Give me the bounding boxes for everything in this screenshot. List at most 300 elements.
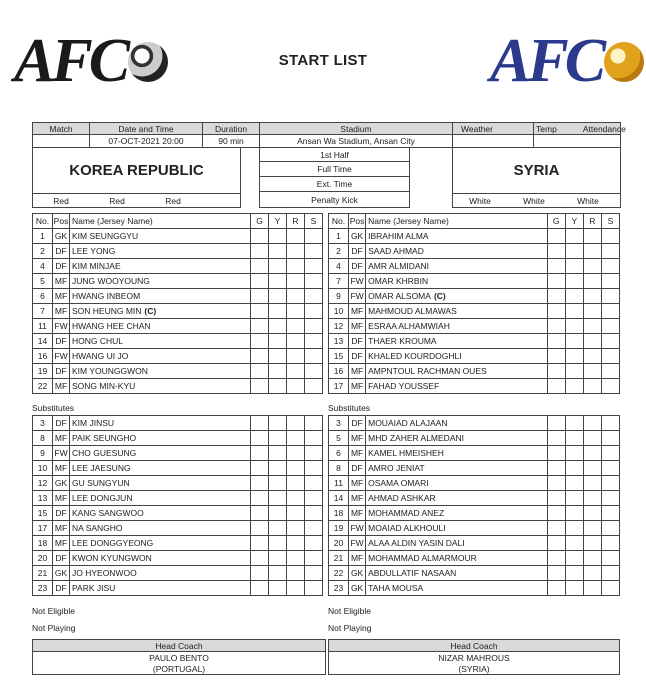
player-row (329, 446, 620, 461)
home-coach-country: (PORTUGAL) (33, 663, 326, 675)
player-position: DF (349, 461, 366, 476)
goals-cell (251, 416, 269, 431)
sub-cell (601, 431, 619, 446)
player-row (329, 229, 620, 244)
player-position: MF (53, 274, 70, 289)
away-color-1: White (469, 195, 491, 206)
player-row (33, 446, 323, 461)
sub-cell (305, 244, 323, 259)
player-name-cell (366, 289, 548, 304)
player-row (33, 379, 323, 394)
red-cell (287, 536, 305, 551)
away-not-eligible-label: Not Eligible (328, 606, 371, 616)
yellow-cell (565, 319, 583, 334)
player-row (329, 431, 620, 446)
player-row (33, 566, 323, 581)
player-row (329, 379, 620, 394)
goals-cell (251, 289, 269, 304)
red-cell (583, 581, 601, 596)
player-number: 1 (33, 229, 53, 244)
player-number: 5 (33, 274, 53, 289)
player-name: KIM MINJAE (72, 261, 121, 271)
sub-cell (305, 259, 323, 274)
player-row (33, 506, 323, 521)
yellow-cell (565, 244, 583, 259)
player-number: 3 (33, 416, 53, 431)
list-header-pos: Pos (53, 214, 70, 229)
away-team-name: SYRIA (453, 148, 621, 194)
player-number: 16 (33, 349, 53, 364)
player-number: 23 (329, 581, 349, 596)
match-stadium: Ansan Wa Stadium, Ansan City (260, 135, 453, 148)
red-cell (583, 229, 601, 244)
goals-cell (547, 244, 565, 259)
home-team-colors (33, 194, 241, 208)
player-row (329, 364, 620, 379)
player-name: LEE YONG (72, 246, 116, 256)
red-cell (287, 461, 305, 476)
home-color-3: Red (165, 195, 181, 206)
player-name-cell (366, 431, 548, 446)
sub-cell (601, 259, 619, 274)
red-cell (287, 364, 305, 379)
red-cell (287, 349, 305, 364)
list-header-no: No. (329, 214, 349, 229)
player-number: 19 (33, 364, 53, 379)
red-cell (287, 334, 305, 349)
yellow-cell (269, 506, 287, 521)
player-position: MF (53, 491, 70, 506)
home-substitutes-list (32, 415, 323, 596)
goals-cell (547, 289, 565, 304)
header-date-time: Date and Time (90, 123, 203, 135)
yellow-cell (565, 334, 583, 349)
goals-cell (251, 364, 269, 379)
red-cell (583, 446, 601, 461)
away-team-colors (453, 194, 621, 208)
goals-cell (251, 521, 269, 536)
goals-cell (251, 581, 269, 596)
player-name: MOUAIAD ALAJAAN (368, 418, 448, 428)
player-position: MF (53, 536, 70, 551)
player-name-cell (70, 476, 251, 491)
player-position: DF (53, 259, 70, 274)
player-name: AMPNTOUL RACHMAN OUES (368, 366, 487, 376)
player-position: FW (53, 319, 70, 334)
player-position: MF (349, 491, 366, 506)
player-number: 14 (329, 491, 349, 506)
header-stadium: Stadium (260, 123, 453, 135)
player-name-cell (70, 349, 251, 364)
sub-cell (305, 581, 323, 596)
player-name-cell (70, 319, 251, 334)
player-name: LEE DONGGYEONG (72, 538, 154, 548)
player-position: DF (349, 349, 366, 364)
list-header-row (329, 214, 620, 229)
home-team-name: KOREA REPUBLIC (33, 148, 241, 194)
yellow-cell (565, 379, 583, 394)
sub-cell (601, 491, 619, 506)
goals-cell (547, 521, 565, 536)
player-number: 15 (33, 506, 53, 521)
red-cell (583, 304, 601, 319)
goals-cell (251, 229, 269, 244)
sub-cell (305, 476, 323, 491)
player-name-cell (70, 521, 251, 536)
player-row (33, 521, 323, 536)
yellow-cell (565, 521, 583, 536)
goals-cell (547, 581, 565, 596)
sub-cell (305, 506, 323, 521)
yellow-cell (269, 319, 287, 334)
yellow-cell (269, 334, 287, 349)
player-name: KIM SEUNGGYU (72, 231, 139, 241)
red-cell (287, 446, 305, 461)
list-header-y: Y (565, 214, 583, 229)
player-number: 23 (33, 581, 53, 596)
home-not-playing-label: Not Playing (32, 623, 76, 633)
list-header-r: R (287, 214, 305, 229)
player-position: MF (349, 319, 366, 334)
red-cell (583, 551, 601, 566)
player-name-cell (366, 551, 548, 566)
player-name-cell (366, 581, 548, 596)
period-1st-half: 1st Half (260, 148, 410, 162)
player-name-cell (70, 536, 251, 551)
goals-cell (547, 416, 565, 431)
goals-cell (547, 364, 565, 379)
red-cell (287, 476, 305, 491)
player-name: NA SANGHO (72, 523, 123, 533)
player-position: GK (349, 566, 366, 581)
player-name: PARK JISU (72, 583, 116, 593)
player-row (329, 551, 620, 566)
player-number: 13 (329, 334, 349, 349)
player-name-cell (70, 259, 251, 274)
header-duration: Duration (203, 123, 260, 135)
player-name: OMAR KHRBIN (368, 276, 429, 286)
yellow-cell (565, 476, 583, 491)
home-not-eligible-label: Not Eligible (32, 606, 75, 616)
sub-cell (601, 319, 619, 334)
away-coach-table (328, 639, 620, 675)
player-name-cell (70, 506, 251, 521)
away-not-playing-label: Not Playing (328, 623, 372, 633)
player-name-cell (366, 566, 548, 581)
player-name-cell (70, 566, 251, 581)
player-position: MF (53, 521, 70, 536)
player-name: MOHAMMAD ALMARMOUR (368, 553, 477, 563)
player-number: 11 (33, 319, 53, 334)
player-name: JO HYEONWOO (72, 568, 137, 578)
goals-cell (547, 566, 565, 581)
afc-logo-right-text: AFC (490, 27, 603, 95)
player-row (33, 491, 323, 506)
away-color-2: White (523, 195, 545, 206)
red-cell (583, 334, 601, 349)
player-name: HWANG HEE CHAN (72, 321, 151, 331)
list-header-g: G (251, 214, 269, 229)
player-name-cell (70, 274, 251, 289)
player-row (329, 566, 620, 581)
player-name-cell (70, 446, 251, 461)
afc-logo-left-text: AFC (14, 27, 127, 95)
yellow-cell (565, 364, 583, 379)
player-row (33, 259, 323, 274)
yellow-cell (269, 304, 287, 319)
red-cell (583, 289, 601, 304)
header-weather: Weather (453, 123, 534, 135)
away-coach-name: NIZAR MAHROUS (329, 652, 620, 664)
goals-cell (251, 446, 269, 461)
player-name-cell (70, 581, 251, 596)
player-name: KHALED KOURDOGHLI (368, 351, 462, 361)
home-color-1: Red (53, 195, 69, 206)
yellow-cell (269, 536, 287, 551)
sub-cell (601, 334, 619, 349)
player-number: 17 (329, 379, 349, 394)
yellow-cell (269, 431, 287, 446)
period-penalty-kick: Penalty Kick (260, 192, 410, 208)
header-attendance: Attendance (582, 123, 626, 134)
player-number: 5 (329, 431, 349, 446)
player-position: MF (349, 364, 366, 379)
player-name-cell (366, 349, 548, 364)
player-row (33, 334, 323, 349)
player-position: MF (53, 379, 70, 394)
goals-cell (251, 244, 269, 259)
sub-cell (305, 229, 323, 244)
player-name-cell (70, 364, 251, 379)
red-cell (287, 319, 305, 334)
player-row (329, 521, 620, 536)
player-name: ALAA ALDIN YASIN DALI (368, 538, 465, 548)
player-position: DF (53, 364, 70, 379)
goals-cell (547, 536, 565, 551)
yellow-cell (269, 229, 287, 244)
yellow-cell (565, 289, 583, 304)
player-number: 4 (33, 259, 53, 274)
period-ext-time: Ext. Time (260, 177, 410, 192)
red-cell (583, 364, 601, 379)
match-info-table (32, 122, 626, 208)
home-coach-table (32, 639, 326, 675)
yellow-cell (269, 244, 287, 259)
player-name: HWANG INBEOM (72, 291, 141, 301)
player-name: MAHMOUD ALMAWAS (368, 306, 457, 316)
red-cell (583, 259, 601, 274)
goals-cell (251, 274, 269, 289)
player-position: FW (53, 446, 70, 461)
match-date: 07-OCT-2021 20:00 (90, 135, 203, 148)
list-header-s: S (601, 214, 619, 229)
red-cell (287, 551, 305, 566)
player-name: KAMEL HMEISHEH (368, 448, 444, 458)
player-name: HWANG UI JO (72, 351, 129, 361)
red-cell (583, 506, 601, 521)
red-cell (287, 581, 305, 596)
player-position: DF (349, 334, 366, 349)
yellow-cell (565, 229, 583, 244)
red-cell (583, 349, 601, 364)
player-name: AHMAD ASHKAR (368, 493, 436, 503)
sub-cell (305, 319, 323, 334)
goals-cell (547, 259, 565, 274)
player-name: MOAIAD ALKHOULI (368, 523, 446, 533)
player-name-cell (366, 491, 548, 506)
player-row (329, 349, 620, 364)
player-position: MF (349, 379, 366, 394)
player-row (33, 364, 323, 379)
player-name: SAAD AHMAD (368, 246, 424, 256)
header-temp: Temp (536, 123, 557, 134)
player-number: 7 (329, 274, 349, 289)
player-position: MF (349, 506, 366, 521)
sub-cell (305, 536, 323, 551)
goals-cell (547, 461, 565, 476)
yellow-cell (269, 551, 287, 566)
player-row (329, 334, 620, 349)
player-position: MF (349, 304, 366, 319)
away-substitutes-label: Substitutes (328, 403, 371, 413)
player-row (329, 581, 620, 596)
goals-cell (251, 379, 269, 394)
player-row (329, 491, 620, 506)
player-number: 13 (33, 491, 53, 506)
goals-cell (251, 319, 269, 334)
player-position: DF (53, 506, 70, 521)
list-header-g: G (547, 214, 565, 229)
player-name-cell (366, 274, 548, 289)
player-name-cell (70, 304, 251, 319)
player-number: 2 (33, 244, 53, 259)
player-name: GU SUNGYUN (72, 478, 130, 488)
player-number: 15 (329, 349, 349, 364)
home-head-coach-label: Head Coach (33, 640, 326, 652)
yellow-cell (269, 274, 287, 289)
yellow-cell (269, 379, 287, 394)
player-number: 16 (329, 364, 349, 379)
sub-cell (305, 491, 323, 506)
player-name: PAIK SEUNGHO (72, 433, 137, 443)
player-position: GK (53, 476, 70, 491)
player-name: OSAMA OMARI (368, 478, 429, 488)
player-name-cell (366, 461, 548, 476)
player-name: AMRO JENIAT (368, 463, 425, 473)
yellow-cell (565, 349, 583, 364)
home-color-2: Red (109, 195, 125, 206)
goals-cell (547, 349, 565, 364)
player-row (329, 319, 620, 334)
player-number: 10 (33, 461, 53, 476)
yellow-cell (565, 491, 583, 506)
page-title: START LIST (278, 52, 368, 69)
player-number: 10 (329, 304, 349, 319)
player-row (329, 506, 620, 521)
player-row (329, 259, 620, 274)
sub-cell (601, 274, 619, 289)
red-cell (287, 304, 305, 319)
player-position: DF (53, 551, 70, 566)
player-position: MF (349, 446, 366, 461)
goals-cell (251, 461, 269, 476)
sub-cell (305, 349, 323, 364)
player-name: TAHA MOUSA (368, 583, 424, 593)
header-temp-attendance (534, 123, 626, 135)
yellow-cell (269, 446, 287, 461)
player-name-cell (70, 551, 251, 566)
player-name-cell (366, 521, 548, 536)
player-row (329, 416, 620, 431)
sub-cell (601, 446, 619, 461)
yellow-cell (269, 461, 287, 476)
player-name: ESRAA ALHAMWIAH (368, 321, 450, 331)
away-substitutes-list (328, 415, 620, 596)
sub-cell (305, 274, 323, 289)
goals-cell (251, 349, 269, 364)
player-name: AMR ALMIDANI (368, 261, 430, 271)
player-number: 12 (329, 319, 349, 334)
player-number: 20 (33, 551, 53, 566)
player-number: 18 (33, 536, 53, 551)
player-row (33, 319, 323, 334)
player-name-cell (70, 379, 251, 394)
player-row (33, 551, 323, 566)
player-number: 14 (33, 334, 53, 349)
player-position: GK (53, 566, 70, 581)
sub-cell (601, 521, 619, 536)
goals-cell (547, 274, 565, 289)
player-number: 19 (329, 521, 349, 536)
goals-cell (251, 304, 269, 319)
yellow-cell (565, 581, 583, 596)
goals-cell (547, 446, 565, 461)
sub-cell (305, 566, 323, 581)
yellow-cell (565, 446, 583, 461)
yellow-cell (269, 581, 287, 596)
player-position: FW (349, 289, 366, 304)
player-row (33, 304, 323, 319)
sub-cell (601, 536, 619, 551)
home-substitutes-label: Substitutes (32, 403, 75, 413)
player-number: 22 (33, 379, 53, 394)
player-name: SON HEUNG MIN (72, 306, 142, 316)
sub-cell (601, 379, 619, 394)
goals-cell (251, 476, 269, 491)
player-position: DF (53, 334, 70, 349)
player-name: KANG SANGWOO (72, 508, 144, 518)
player-name: MHD ZAHER ALMEDANI (368, 433, 464, 443)
red-cell (583, 521, 601, 536)
player-row (329, 536, 620, 551)
player-row (33, 476, 323, 491)
sub-cell (601, 364, 619, 379)
goals-cell (547, 379, 565, 394)
goals-cell (251, 334, 269, 349)
player-name-cell (366, 304, 548, 319)
yellow-cell (269, 416, 287, 431)
player-position: MF (53, 289, 70, 304)
sub-cell (601, 416, 619, 431)
sub-cell (305, 461, 323, 476)
player-position: MF (349, 431, 366, 446)
player-name: HONG CHUL (72, 336, 124, 346)
goals-cell (251, 491, 269, 506)
goals-cell (547, 551, 565, 566)
player-name: SONG MIN-KYU (72, 381, 136, 391)
red-cell (583, 244, 601, 259)
player-name-cell (366, 229, 548, 244)
